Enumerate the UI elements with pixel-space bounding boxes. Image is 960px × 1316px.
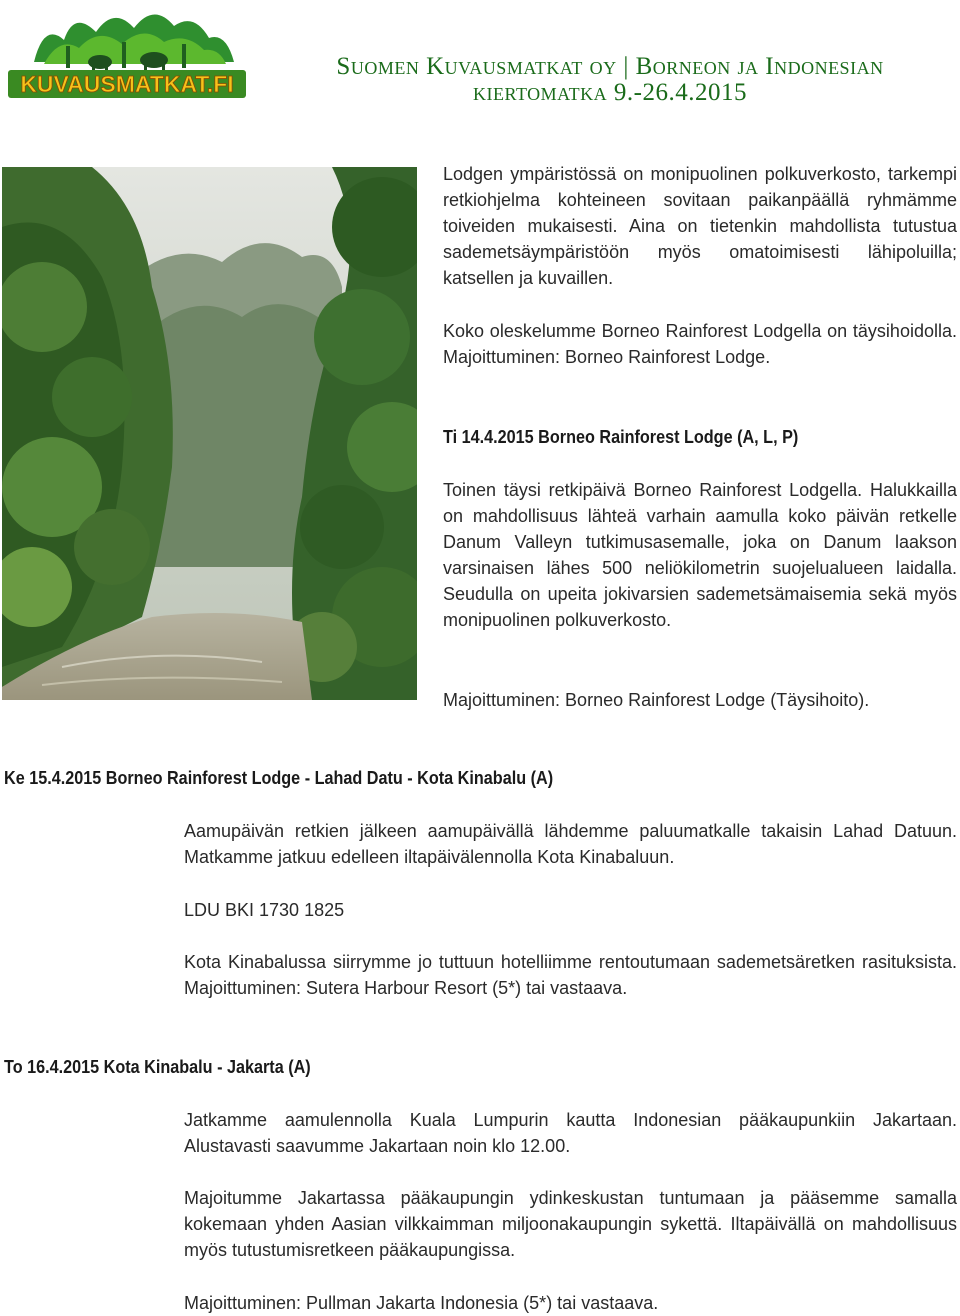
day-ke-paragraph-3: Kota Kinabalussa siirrymme jo tuttuun hotelliimme rentoutumaan sademetsäretken rasituksista. Majoittuminen: Sutera Harbour Resort (5*) tai vastaava. — [184, 952, 957, 998]
day-ke-flight-info: LDU BKI 1730 1825 — [184, 900, 345, 920]
day-ti-paragraph-1: Toinen täysi retkipäivä Borneo Rainforest Lodgella. Halukkailla on mahdollisuus lähteä varhain aamulla koko päivän retkelle Danum Valleyn tutkimusasemalle, joka on Danum laakson varsinaisen lähes 500 neliökilometrin suojelualueen laidalla. Seudulla on upeita jokivarsien sademetsämaisemia sekä myös monipuolinen polkuverkosto. — [443, 480, 957, 630]
day-ke-paragraph-1: Aamupäivän retkien jälkeen aamupäivällä lähdemme paluumatkalle takaisin Lahad Datuun. Matkamme jatkuu edelleen iltapäivälennolla Kota Kinabaluun. — [184, 821, 957, 867]
day-ti-paragraph-2: Majoittuminen: Borneo Rainforest Lodge (Täysihoito). — [443, 690, 870, 710]
day-to-paragraph-1: Jatkamme aamulennolla Kuala Lumpurin kautta Indonesian pääkaupunkiin Jakartaan. Alustavasti saavumme Jakartaan noin klo 12.00. — [184, 1110, 957, 1156]
intro-paragraph-2: Koko oleskelumme Borneo Rainforest Lodgella on täysihoidolla. Majoittuminen: Borneo Rainforest Lodge. — [443, 321, 957, 367]
day-to-paragraph-2: Majoitumme Jakartassa pääkaupungin ydinkeskustan tuntumaan ja pääsemme samalla kokemaan yhden Aasian vilkkaimman miljoonakaupungin sykettä. Iltapäivällä on mahdollisuus myös tutustumisretkeen pääkaupungissa. — [184, 1188, 957, 1260]
intro-paragraph-1: Lodgen ympäristössä on monipuolinen polkuverkosto, tarkempi retkiohjelma kohteineen sovitaan paikanpäällä ryhmämme toiveiden mukaisesti. Aina on tietenkin mahdollista tutustua sademetsäympäristöön myös omatoimisesti lähipoluilla; katsellen ja kuvaillen. — [443, 164, 957, 288]
day-to-paragraph-3: Majoittuminen: Pullman Jakarta Indonesia (5*) tai vastaava. — [184, 1293, 659, 1313]
header-line-2: kiertomatka 9.-26.4.2015 — [473, 79, 747, 106]
logo-text: KUVAUSMATKAT.FI — [20, 71, 234, 97]
header-title — [270, 54, 950, 106]
day-heading-ti: Ti 14.4.2015 Borneo Rainforest Lodge (A, L, P) — [443, 427, 799, 447]
day-heading-to: To 16.4.2015 Kota Kinabalu - Jakarta (A) — [4, 1057, 311, 1077]
rainforest-river-photo — [2, 167, 417, 700]
day-heading-ke: Ke 15.4.2015 Borneo Rainforest Lodge - Lahad Datu - Kota Kinabalu (A) — [4, 768, 554, 788]
header-line-1: Suomen Kuvausmatkat oy | Borneon ja Indonesian — [336, 53, 884, 80]
kuvausmatkat-logo — [4, 2, 250, 100]
